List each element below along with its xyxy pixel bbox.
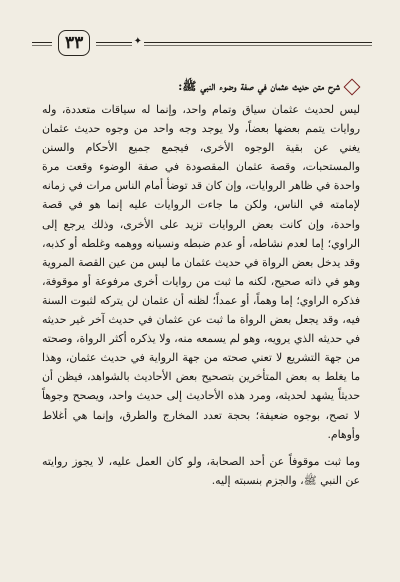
ornament-icon: ✦ [133,36,142,47]
section-heading-text: شرح متن حديث عثمان في صفة وضوء النبي ﷺ: [178,79,340,93]
page-header [32,30,372,54]
heading-marker-icon [344,79,361,96]
paragraph-gap [42,444,360,452]
page-number: ٣٣ [58,30,90,56]
section-heading [40,78,358,94]
page-number-box [52,30,96,56]
paragraph-2: وما ثبت موقوفاً عن أحد الصحابة، ولو كان العمل عليه، لا يجوز روايته عن النبي ﷺ، والجزم بنسبته إليه. [42,454,360,487]
paragraph-1: ليس لحديث عثمان سياق وتمام واحد، وإنما له سياقات متعددة، وله روايات يتمم بعضها بعضاً، ولا يوجد وجه واحد من وجوه حديث عثمان يغني عن بقية الوجوه الأخرى، فيجمع جميع الأحكام والسنن والمستحبات، وقصة عثمان المقصودة في صفة الوضوء وقعت مرة واحدة في ظاهر الروايات، وإن كان قد توضأ أمام الناس مرات في زمانه لإمامته في الناس، ولكن ما جاءت الروايات عليه إنما هو في قصة واحدة، وإن كانت بعض الروايات تزيد على الأخرى، وذلك يرجع إلى الراوي؛ إما لعدم نشاطه، أو عدم ضبطه ونسيانه ووهمه وغلطه أو كذبه، وقد يدخل بعض الرواة في حديث عثمان ما ليس من عين القصة المروية وهو في ذاته صحيح، لكنه ما ثبت من روايات أخرى مرفوعة أو موقوفة، فذكره الراوي؛ إما وهماً، أو عمداً؛ لظنه أن عثمان لن يتركه لثبوت السنة فيه، وقد يجعل بعض الرواة ما ثبت عن عثمان في حديث آخر غير حديثه في حديثه الذي يرويه، وهو لم يسمعه منه، ولا يذكره أكثر الرواة، وصحته من جهة التشريع لا تعني صحته من جهة الرواية في حديث عثمان، وهذا ما يغلط به بعض المتأخرين بتصحيح بعض الأحاديث بالشواهد، فيظن أن حديثاً يشهد لحديثه، ومرد هذه الأحاديث إلى حديث واحد، ويصحح وجوهاً لا تصح، بوجوه ضعيفة؛ بحجة تعدد المخارج والطرق، وإنما هي أغلاط وأوهام. [42,103,360,441]
page-body [42,100,360,490]
